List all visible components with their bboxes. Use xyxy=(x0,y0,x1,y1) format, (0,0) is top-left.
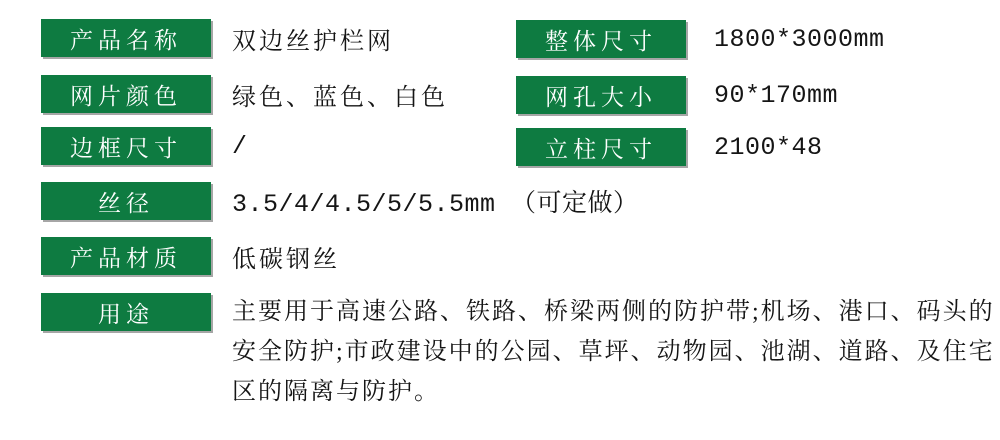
frame-size-value: / xyxy=(232,131,248,161)
frame-size-label: 边框尺寸 xyxy=(41,127,211,165)
overall-size-value: 1800*3000mm xyxy=(714,24,885,54)
material-value: 低碳钢丝 xyxy=(232,246,340,273)
post-size-label: 立柱尺寸 xyxy=(516,128,686,166)
overall-size-label: 整体尺寸 xyxy=(516,20,686,58)
wire-diameter-label: 丝径 xyxy=(41,182,211,220)
mesh-color-label: 网片颜色 xyxy=(41,75,211,113)
material-label: 产品材质 xyxy=(41,237,211,275)
mesh-color-value: 绿色、蓝色、白色 xyxy=(232,84,448,111)
wire-diameter-value: 3.5/4/4.5/5/5.5mm （可定做） xyxy=(232,190,639,219)
mesh-opening-value: 90*170mm xyxy=(714,80,839,110)
usage-label: 用途 xyxy=(41,293,211,331)
mesh-opening-label: 网孔大小 xyxy=(516,76,686,114)
usage-value: 主要用于高速公路、铁路、桥梁两侧的防护带;机场、港口、码头的安全防护;市政建设中的公园、草坪、动物园、池湖、道路、及住宅区的隔离与防护。 xyxy=(232,299,995,405)
post-size-value: 2100*48 xyxy=(714,132,823,162)
product-name-label: 产品名称 xyxy=(41,19,211,57)
product-name-value: 双边丝护栏网 xyxy=(232,28,394,55)
